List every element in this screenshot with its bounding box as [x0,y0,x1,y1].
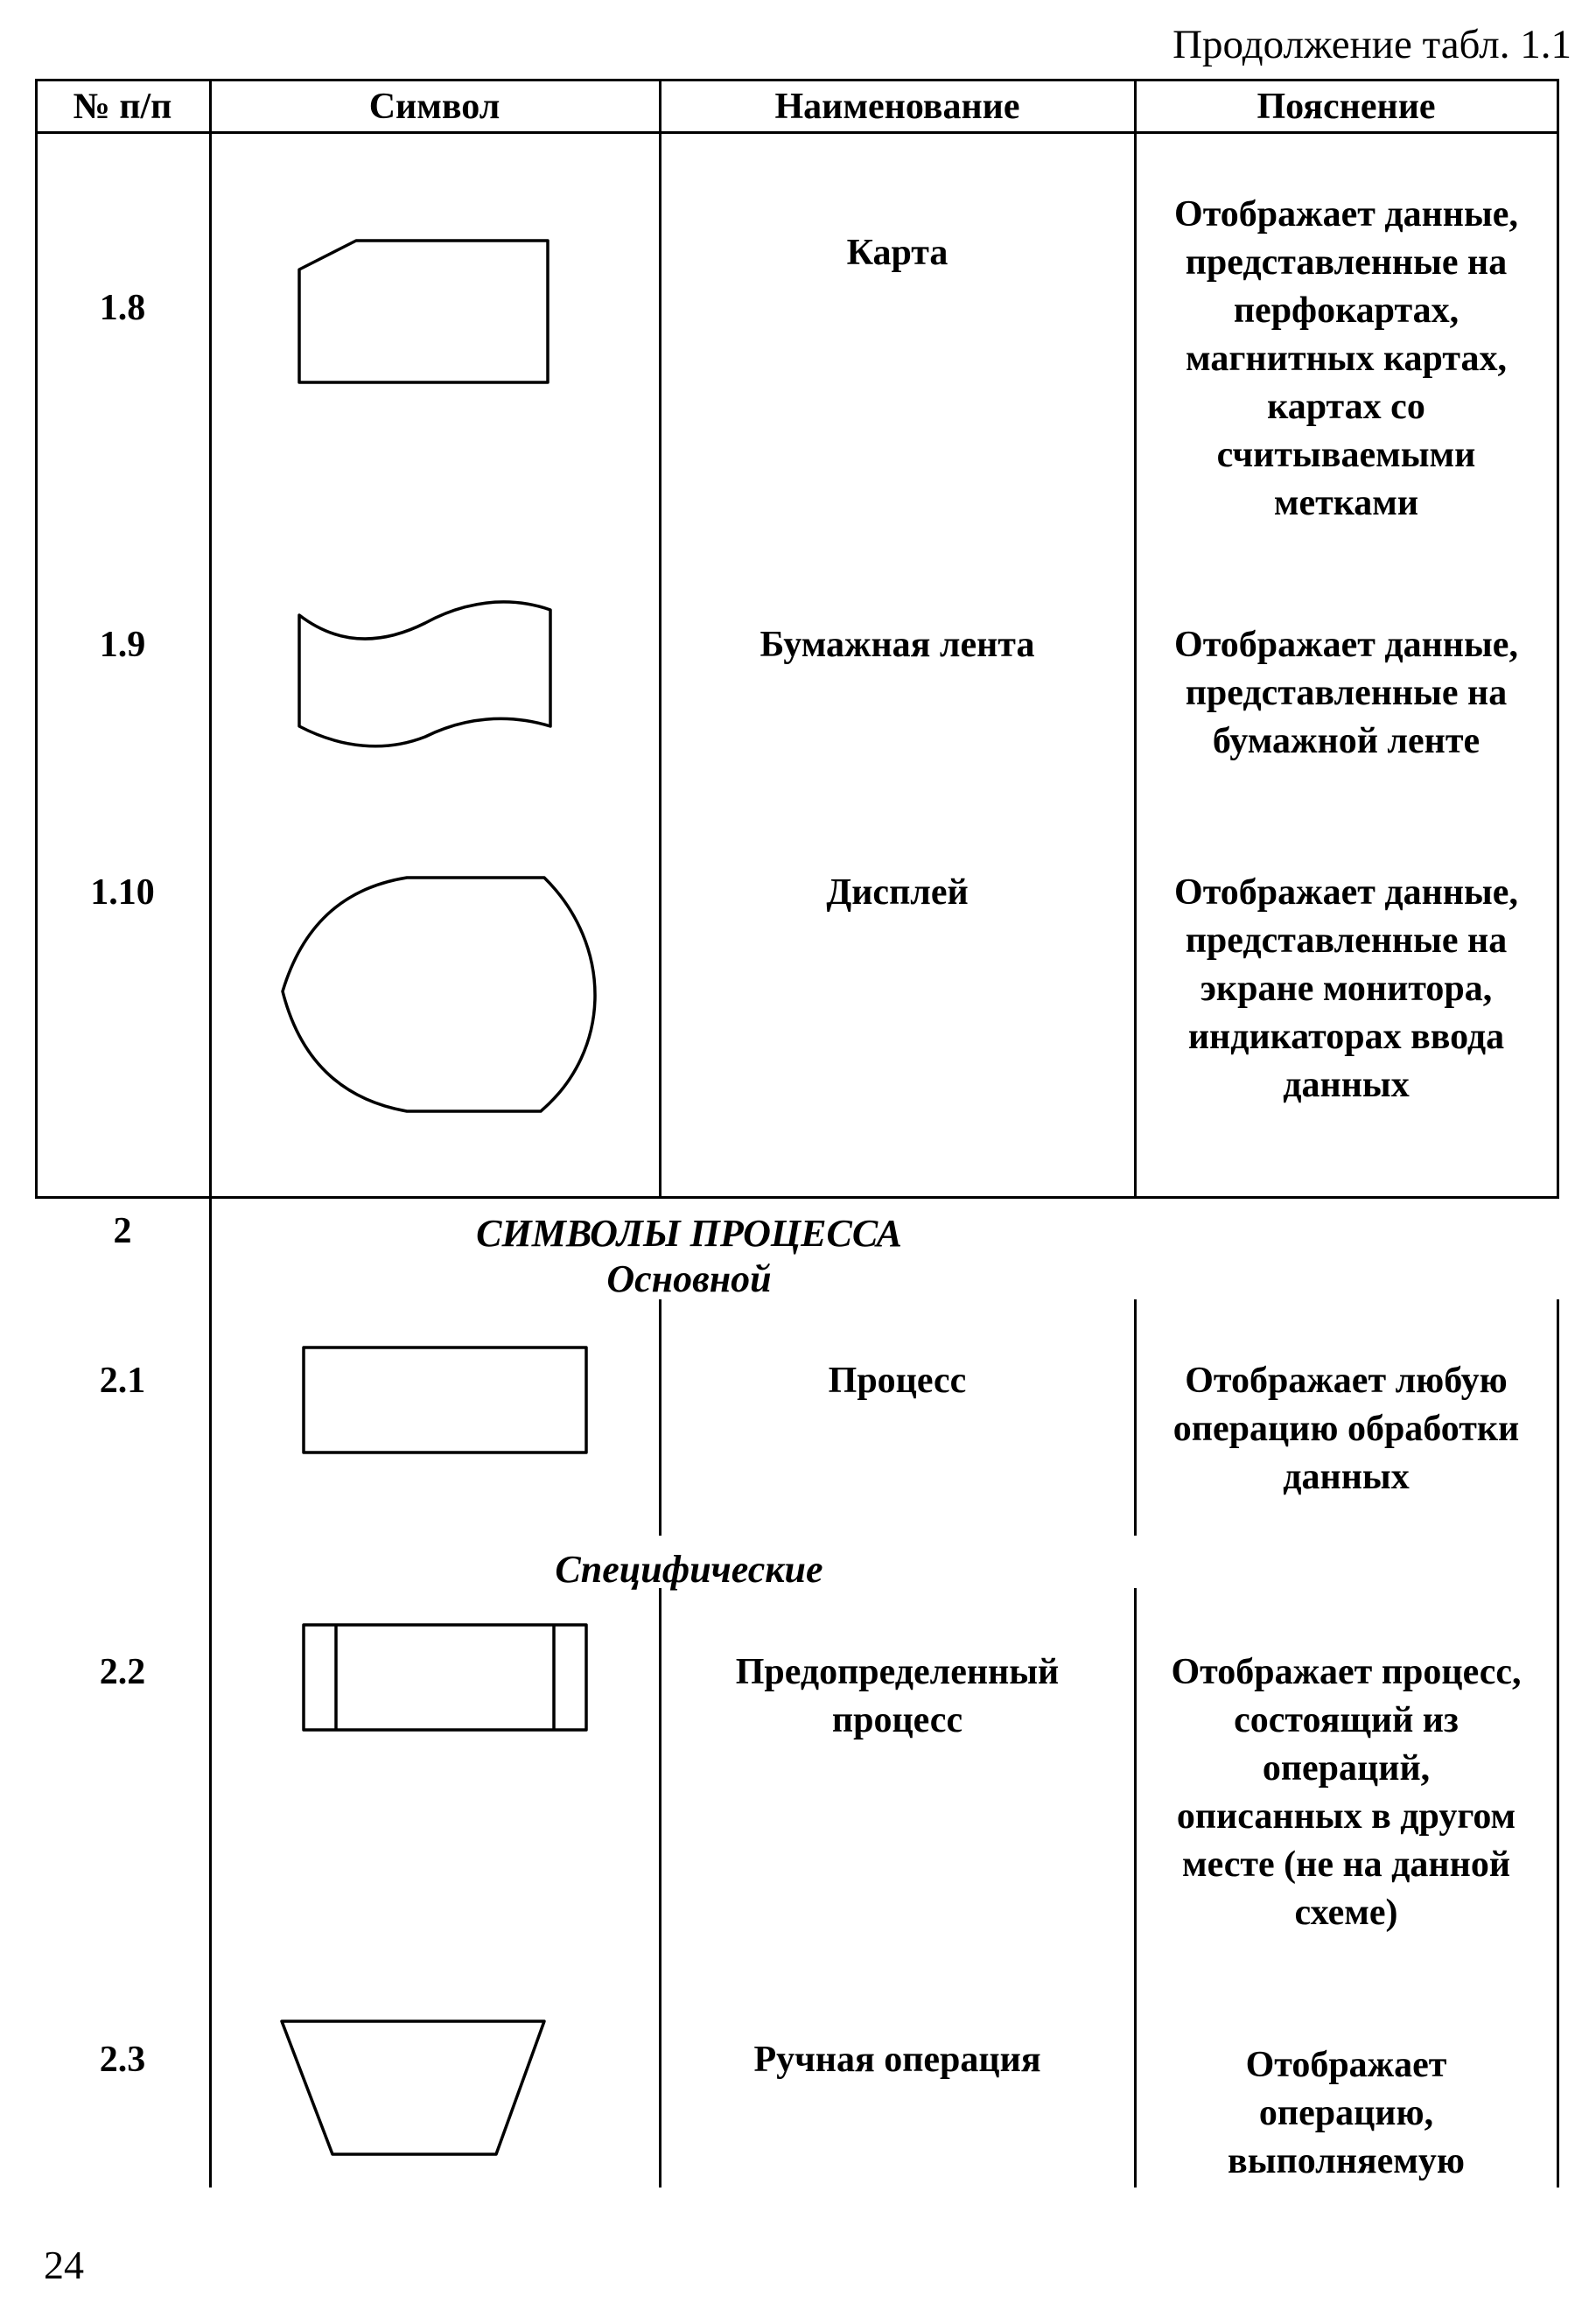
explanation-line: представленные на [1185,242,1508,283]
explanation-line: состоящий из [1234,1700,1459,1740]
explanation-line: считываемыми [1216,435,1476,475]
explanation-line: индикаторах ввода [1187,1017,1505,1057]
explanation-line: операцию, [1258,2093,1434,2133]
explanation-line: метками [1273,483,1419,523]
explanation-line: представленные на [1185,673,1508,713]
name-line: процесс [831,1700,963,1740]
explanation-line: выполняемую [1228,2141,1465,2181]
row-number: 1.9 [99,625,146,665]
explanation-line: схеме) [1294,1893,1398,1933]
header-explanation: Пояснение [1256,87,1436,127]
explanation-line: операцию обработки [1172,1409,1520,1449]
explanation-line: экране монитора, [1200,969,1493,1009]
row-explanation [1136,1648,1557,1937]
explanation-line: операций, [1262,1748,1431,1788]
explanation-line: Отображает процесс, [1171,1652,1522,1692]
explanation-line: Отображает [1245,2045,1447,2085]
row-number: 1.8 [99,288,146,328]
explanation-line: данных [1283,1457,1410,1497]
explanation-line: Отображает данные, [1174,872,1518,913]
table-continuation-caption: Продолжение табл. 1.1 [1172,22,1572,67]
explanation-line: перфокартах, [1233,290,1460,331]
explanation-line: Отображает данные, [1174,625,1518,665]
section-title: СИМВОЛЫ ПРОЦЕССА [476,1212,902,1255]
explanation-line: картах со [1267,387,1425,427]
row-explanation [1136,869,1557,1110]
page-number: 24 [44,2243,84,2287]
explanation-line: Отображает данные, [1174,194,1518,234]
row-name: Процесс [828,1361,967,1401]
header-name: Наименование [774,87,1020,127]
explanation-line: описанных в другом [1176,1796,1516,1837]
explanation-line: магнитных картах, [1186,339,1507,379]
row-name: Карта [846,233,948,273]
explanation-line: представленные на [1185,920,1508,961]
header-number: № п/п [73,87,172,127]
row-explanation [1136,621,1557,766]
row-explanation [1136,1357,1557,1502]
row-number: 1.10 [90,872,155,913]
row-number: 2.2 [99,1652,146,1692]
row-name: Ручная операция [753,2040,1041,2080]
row-name [661,1648,1134,1745]
row-explanation [1136,2041,1557,2186]
explanation-line: месте (не на данной [1181,1844,1511,1885]
row-name: Бумажная лента [760,625,1035,665]
row-number: 2.1 [99,1361,146,1401]
name-line: Предопределенный [735,1652,1060,1692]
subsection-basic: Основной [606,1257,772,1300]
row-number: 2.3 [99,2040,146,2080]
explanation-line: Отображает любую [1185,1361,1508,1401]
explanation-line: данных [1283,1065,1410,1105]
explanation-line: бумажной ленте [1212,721,1480,761]
subsection-specific: Специфические [555,1548,823,1591]
header-symbol: Символ [368,87,500,127]
row-name: Дисплей [826,872,969,913]
section-number: 2 [113,1211,132,1251]
